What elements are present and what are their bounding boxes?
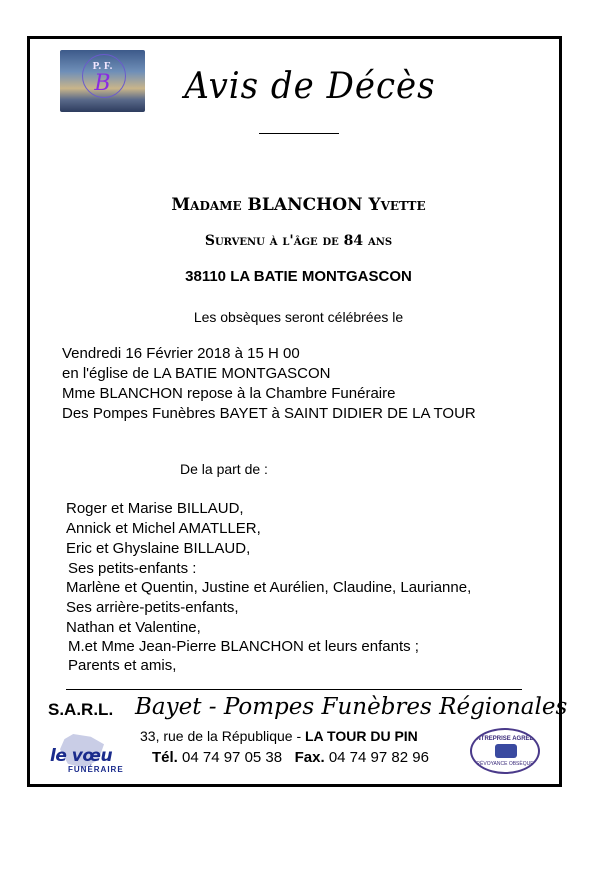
company-address: [140, 728, 418, 744]
family-line: Ses arrière-petits-enfants,: [66, 599, 239, 616]
voeu-logo-sub: FUNÉRAIRE: [68, 765, 124, 774]
address-street: 33, rue de la République -: [140, 728, 305, 744]
pf-b-logo: [60, 50, 145, 112]
family-line: Marlène et Quentin, Justine et Aurélien, Claudine, Laurianne,: [66, 579, 472, 596]
company-type: S.A.R.L.: [48, 700, 114, 719]
badge-top-text: ENTREPRISE AGRÉÉE: [472, 736, 538, 742]
ceremony-line: en l'église de LA BATIE MONTGASCON: [62, 365, 331, 382]
deceased-city: 38110 LA BATIE MONTGASCON: [185, 268, 412, 285]
family-line: Roger et Marise BILLAUD,: [66, 500, 244, 517]
voeu-logo-word: le vœu: [50, 746, 113, 766]
le-voeu-funeraire-logo: [46, 732, 132, 776]
badge-bottom-text: PRÉVOYANCE OBSÈQUES: [473, 761, 537, 767]
deceased-age: Survenu à l'âge de 84 ans: [204, 233, 393, 249]
badge-emblem-icon: [495, 744, 517, 758]
ceremony-line: Des Pompes Funèbres BAYET à SAINT DIDIER DE LA TOUR: [62, 405, 476, 422]
family-line: Annick et Michel AMATLLER,: [66, 520, 261, 537]
fax-label: Fax.: [294, 749, 325, 766]
family-line: Ses petits-enfants :: [68, 560, 197, 577]
company-phone-fax: [152, 749, 429, 766]
approved-company-badge: [470, 728, 540, 774]
family-line: Parents et amis,: [68, 657, 177, 674]
address-city: LA TOUR DU PIN: [305, 728, 418, 744]
tel-label: Tél.: [152, 749, 178, 766]
title-divider: [259, 133, 339, 134]
family-line: M.et Mme Jean-Pierre BLANCHON et leurs enfants ;: [68, 638, 419, 655]
notice-title: Avis de Décès: [184, 64, 436, 108]
fax-value: 04 74 97 82 96: [328, 749, 429, 766]
logo-pf-text: P. F.: [92, 60, 113, 72]
footer-divider: [66, 689, 522, 690]
family-line: Eric et Ghyslaine BILLAUD,: [66, 540, 251, 557]
ceremony-line: Vendredi 16 Février 2018 à 15 H 00: [62, 345, 300, 362]
family-line: Nathan et Valentine,: [66, 619, 201, 636]
family-intro: De la part de :: [180, 461, 268, 477]
tel-value: 04 74 97 05 38: [182, 749, 283, 766]
ceremony-line: Mme BLANCHON repose à la Chambre Funéraire: [62, 385, 396, 402]
logo-letter: B: [94, 71, 111, 96]
company-name: Bayet - Pompes Funèbres Régionales: [135, 694, 568, 720]
ceremony-intro: Les obsèques seront célébrées le: [193, 309, 404, 325]
deceased-name: Madame BLANCHON Yvette: [171, 195, 426, 215]
